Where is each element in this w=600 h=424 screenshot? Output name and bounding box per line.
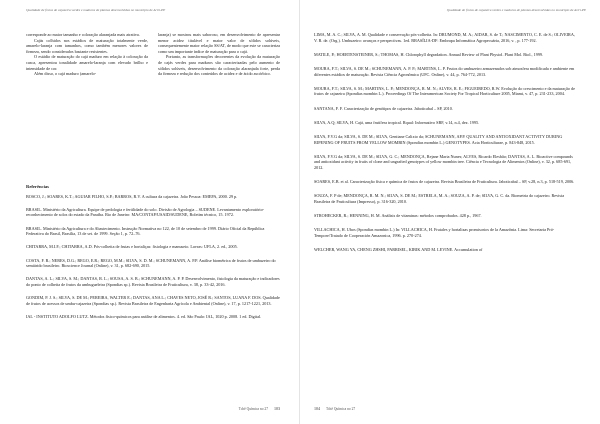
running-head: Qualidade de frutos de cajazeira verdes e maduros de plantas desenvolvidas no município de Ariri-PE (26, 8, 166, 12)
reference-item: MOURA, F.T.; SILVA, S. M.; MARTINS, L. P.; MENDONÇA, R. M. N.; ALVES, R. E.; FIGUEIREDO, R.W. Evolução do crescimento e da maturação de frutos de cajazeira (Spondias mombin L.). Proceedings Of The Interamerican Society For Tropical Horticulture 2005, Miami, v. 47, p. 231-233, 2004. (314, 85, 575, 97)
paragraph: corresponde ao maior tamanho e coloração alaranjada mais atrativa. (26, 32, 140, 37)
paragraph: laranja) se mostrou mais saboroso, em desenvolvimento de apresentar menor acidez titulável e maior valor de sólidos solúveis, consequentemente maior relação SS/AT, de modo que este se caracteriza como um importante índice de maturação para o cajá. (158, 32, 280, 54)
reference-item: SILVA, F.V.G da; SILVA, S. DE M.; SILVA, Gentiane Calixto da; SCHUNEMANN, AP.P. QUALITY AND ANTIOXIDANT ACTIVITY DURING RIPENING OF FRUITS FROM YELLOW MOMBIN (Spondias mombin L.) GENOTYPES. Acta Horticulturae, p. 843-848, 2015. (314, 133, 563, 145)
references-heading: Referências (26, 184, 49, 189)
reference-item: MOURA, F.T.; SILVA, S. DE M.; SCHUNEMANN, A. P. P.; MARTINS, L. P. Frutos do umbuzeiro armazenados sob atmosfera modificada e ambiente em diferentes estádios de maturação. Revista Ciência Agronômica (UFC. Online), v. 44, p. 764-772, 2013. (314, 65, 575, 77)
page-number: 104 (314, 406, 320, 411)
right-page (300, 0, 600, 424)
reference-item: CHITARRA, M.I.F.; CHITARRA, A.D. Pós-colheita de frutas e hortaliças: fisiologia e manuseio. Lavras: UFLA, 2. ed., 2005. (26, 244, 238, 250)
reference-item: DANTAS, A. L.; SILVA, S. M.; DANTAS, R. L.; SOUSA, A. S. B.; SCHUNEMANN, A. P. P. Desenvolvimento, fisiologia da maturação e indicadores do ponto de colheita de frutos da umbugueleira (Spondias sp.). Revista Brasileira de Fruticultura, v. 38, p. 33-42, 2016. (26, 276, 280, 287)
reference-item: VILLACHICA, H. Ubos (Spondias mombin L.) In: VILLACHICA, H. Frutales y hortalizas promisorios de la Amazônia. Lima: Secretaria Pró-Tempore/Tratado de Cooperación Amazonica, 1996. p. 270-274. (314, 227, 555, 238)
reference-item: SOARES, E.B. et al. Caracterização física e química de frutos de cajazeira. Revista Brasileira de Fruticultura. Jaboticabal – SP, v.28, n.3, p. 518-519, 2006. (314, 179, 575, 185)
reference-item: SILVA, A.Q; SILVA, H. Cajá, uma frutífera tropical. Rqual: Informativo SBF, v.14, n.4, dez. 1995. (314, 119, 480, 125)
reference-item: BRASIL. Ministério da Agricultura e do Abastecimento. Instrução Normativa no 122, de 10 de setembro de 1999. Diário Oficial da República Federativa do Brasil, Brasília, 13 de set. de 1999. Seção 1, p. 72–76. (26, 225, 265, 237)
reference-item: STROHECKER, R.; HENNING, H. M. Análisis de vitaminas: métodos comprobados. 428 p., 1967. (314, 213, 482, 219)
reference-item: MATILE, P.; HOERTENSTEINER, S.; THOMAS, H. Chlorophyll degradation. Annual Review of Plant Physiol. Plant Mol. Biol., 1999. (314, 51, 544, 57)
reference-item: SOUZA, F. P de; MENDONÇA, R. M. N.; SILVA, S. DE M.; ESTRELA, M. A.; SOUZA, A. P. de; SILVA, G. C. da. Biometria do cajazeiro. Revista Brasileira de Fruticultura (Impresso), p. 316-320, 2010. (314, 193, 565, 204)
reference-item: BOSCO, J.; SOARES, K.T.; AGUIAR FILHO, S.P.; BARROS, R.V. A cultura da cajazeira. João Pessoa: EMEPA, 2000. 29 p. (26, 193, 238, 199)
paragraph: Além disso, o cajá maduro (amarelo- (34, 71, 97, 77)
reference-item: BRASIL. Ministério da Agricultura. Equipe de pedologia e fertilidade do solo. Divisão de Agrologia – SUDENE. Levantamento exploratório-reconhecimento de solos do estado da Paraíba. Rio de Janeiro: MA/CONTAP/USAID/SUDENE, Boletim técnico, 15. 1972. (26, 206, 265, 218)
reference-item: SANTANA, F. F. Caracterização de genótipos de cajazeira. Jaboticabal – SP, 2010. (314, 105, 453, 111)
reference-item: GONDIM, P. J. S.; SILVA, S. DE M.; PEREIRA, WALTER E.; DANTAS, ANA L.; CHAVES NETO, JOSÉ R.; SANTOS, LUANA F. DOS. Qualidade de frutos de acessos de umbu-cajazeira (Spondias sp.). Revista Brasileira de Engenharia Agrícola e Ambiental (Online), v. 17, p. 1217-1221, 2013. (26, 295, 280, 306)
references-continued (314, 32, 576, 261)
text-column-1 (26, 32, 148, 77)
reference-item: WELCHER, WANG YA, CHENG ZHSHI, PARRISEL, KIBIK AND M. LEVINE. Accumulation of (314, 247, 483, 252)
reference-item: IAL - INSTITUTO ADOLFO LUTZ. Métodos físico-químicos para análise de alimentos. 4. ed. São Paulo: IAL, 1020 p. 2008. 1 ed. Digital. (26, 313, 262, 319)
references-section (26, 184, 280, 327)
paragraph: Cajás colhidos nos estádios de maturação totalmente verde, amarelo-laranja com tamanhos, como também menores valores de firmeza, sendo considerados bastante resistentes. (26, 37, 148, 54)
running-head: Qualidade de frutos de cajazeira verdes e maduros de plantas desenvolvidas no município de Ariri-PE (446, 8, 586, 12)
page-number: 103 (274, 406, 280, 411)
footer-label: Tchê Química no 27 (326, 407, 356, 411)
paragraph: O estádio de maturação do cajá maduro em relação à coloração da casca, apresentou tonalidade amarelo-laranja com elevado brilho e intensidade de cor. (26, 54, 148, 71)
reference-item: SILVA, F.V.G da; SILVA, S. DE M.; SILVA, G. C.; MENDONÇA, Rejane Maria Nunes; ALVES, Ricardo Elesbão; DANTAS, A. L. Bioactive compounds and antioxidant activity in fruits of clone and ungrafted genotypes of yellow mombin tree. Ciência e Tecnologia de Alimentos (Online), v. 32, p. 685-691, 2012. (314, 153, 573, 170)
page-footer (239, 406, 280, 411)
paragraph: Portanto, as transformações decorrentes da evolução da maturação de cajás verdes para maduros são caracterizadas pelo aumento de sólidos solúveis, desenvolvimento da coloração alaranjada forte, perda da firmeza e redução dos conteúdos de acidez e de ácido ascórbico. (158, 54, 280, 77)
page-footer (314, 406, 355, 411)
footer-label: Tchê Química no 27 (238, 407, 268, 411)
reference-item: LIMA, M. A. C.; SILVA, A. M. Qualidade e conservação pós-colheita. In: DRUMOND, M. A.; AIDAR, S. de T.; NASCIMENTO, C. E. de S.; OLIVEIRA, V. R. de. (Org.). Umbuzeiro: avanços e perspectivas. 1ed. BRASÍLIA-DF: Embrapa Informática Agropecuária, 2016, v. , p. 177-192. (314, 32, 575, 43)
text-column-2 (158, 32, 280, 77)
reference-item: COSTA, F. R.; NERES, D.G.; REGO, E.R.; REGO, M.M.; SILVA, S. D. M.; SCHUNEMANN, A. P.P. Análise biométrica de frutos de umbuzeiro do semiárido brasileiro. Bioscience Journal (Online), v. 31, p. 682-690, 2015. (26, 257, 276, 269)
